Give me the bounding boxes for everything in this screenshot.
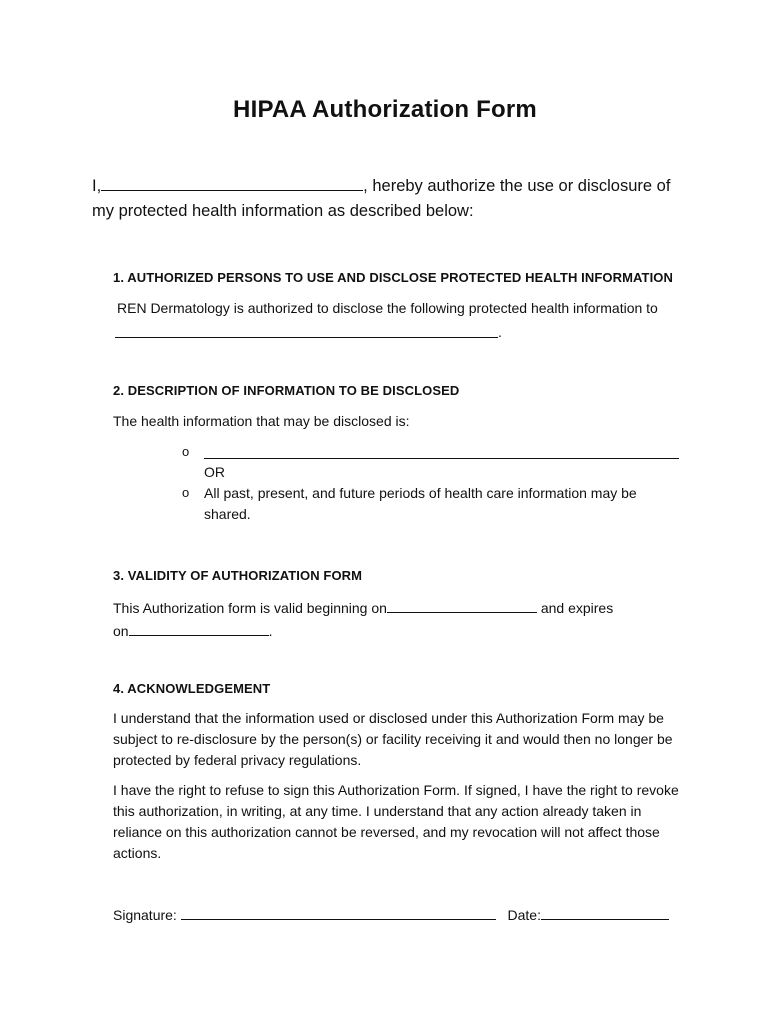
section3-validity-text — [113, 596, 688, 642]
valid-beginning-label: This Authorization form is valid beginning on — [113, 600, 387, 616]
info-description-blank-field[interactable] — [204, 458, 679, 459]
signature-row — [113, 903, 713, 926]
intro-paragraph — [92, 174, 682, 224]
section3-end-punct: . — [268, 623, 273, 639]
on-label: on — [113, 623, 129, 639]
bullet-icon: o — [182, 485, 190, 500]
bullet-icon: o — [182, 444, 190, 459]
section4-heading: 4. ACKNOWLEDGEMENT — [113, 681, 271, 696]
section2-text: The health information that may be disclosed is: — [113, 413, 410, 429]
or-label: OR — [204, 464, 225, 480]
start-date-blank-field[interactable] — [387, 596, 537, 613]
section1-text: REN Dermatology is authorized to disclose the following protected health information to — [117, 300, 658, 316]
section1-heading: 1. AUTHORIZED PERSONS TO USE AND DISCLOSE PROTECTED HEALTH INFORMATION — [113, 270, 674, 285]
intro-suffix: , hereby authorize the use or disclosure of — [363, 177, 671, 195]
signature-label: Signature: — [113, 907, 177, 923]
acknowledgement-paragraph-2: I have the right to refuse to sign this Authorization Form. If signed, I have the right to revoke this authorization, in writing, at any time. I understand that any action already taken in reliance on this authorization cannot be reversed, and my revocation will not affect those actions. — [113, 782, 679, 861]
section2-heading: 2. DESCRIPTION OF INFORMATION TO BE DISCLOSED — [113, 383, 460, 398]
recipient-blank-field[interactable] — [115, 337, 498, 338]
date-blank-field[interactable] — [541, 903, 669, 920]
intro-line2: my protected health information as described below: — [92, 202, 474, 220]
acknowledgement-paragraph-1: I understand that the information used or disclosed under this Authorization Form may be subject to re-disclosure by the person(s) or facility receiving it and would then no longer be protected by federal privacy regulations. — [113, 710, 673, 768]
form-title: HIPAA Authorization Form — [233, 96, 537, 123]
section1-end-punct: . — [498, 324, 502, 340]
expiry-date-blank-field[interactable] — [129, 619, 269, 636]
name-blank-field[interactable] — [101, 174, 363, 191]
section3-heading: 3. VALIDITY OF AUTHORIZATION FORM — [113, 568, 363, 583]
option-all-periods-text: All past, present, and future periods of health care information may be shared. — [204, 485, 637, 522]
intro-prefix: I, — [92, 177, 102, 195]
expires-label: and expires — [540, 600, 614, 616]
date-label: Date: — [507, 907, 541, 923]
signature-blank-field[interactable] — [181, 903, 496, 920]
